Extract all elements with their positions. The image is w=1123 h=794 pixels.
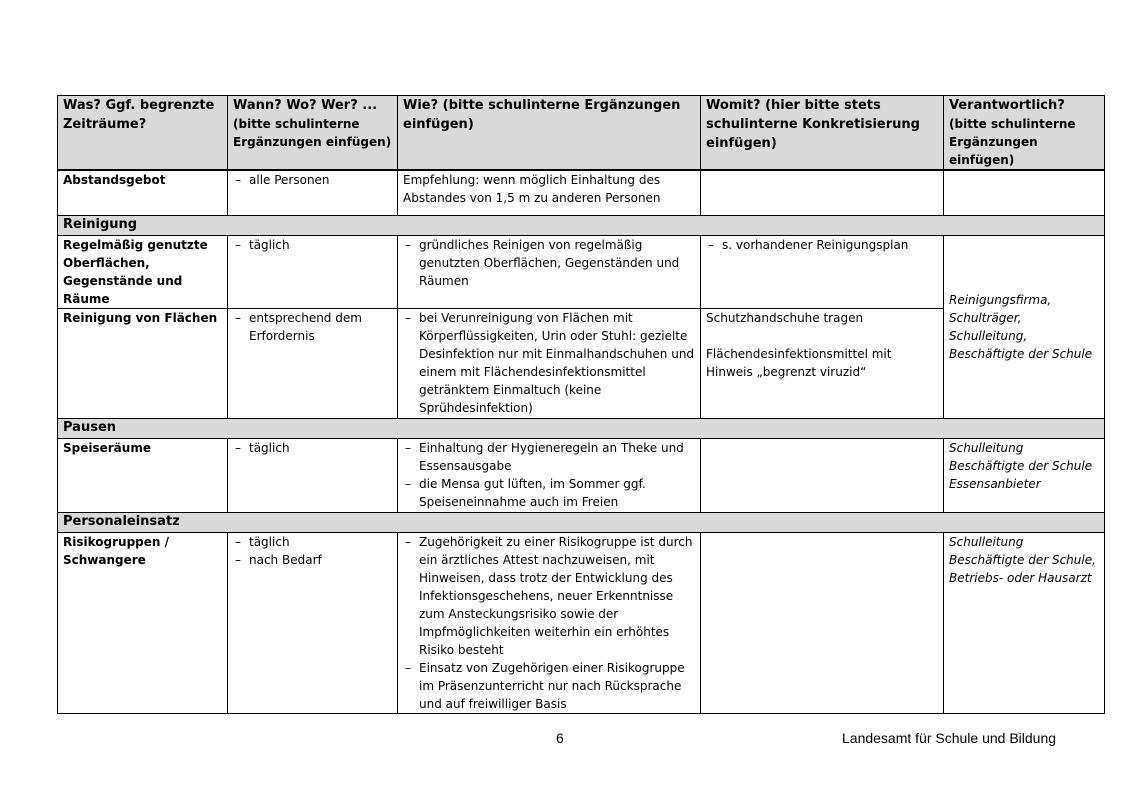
responsible-item: Reinigungsfirma, <box>949 292 1052 307</box>
table-row-risiko <box>58 532 1105 713</box>
list-item: – alle Personen <box>233 171 392 189</box>
row-label-flaechen: Reinigung von Flächen <box>58 308 228 418</box>
womit-text-2: Flächendesinfektionsmittel mit Hinweis „begrenzt viruzid“ <box>706 346 892 379</box>
list-item: – s. vorhandener Reinigungsplan <box>706 236 938 254</box>
row-label-speise: Speiseräume <box>58 438 228 512</box>
responsible-item: Schulleitung, <box>949 328 1028 343</box>
responsible-item: Beschäftigte der Schule <box>949 346 1093 361</box>
header-verantwortlich-text: Verantwortlich? <box>949 98 1065 113</box>
cell-wie-speise <box>398 438 701 512</box>
table-header-row <box>58 96 1105 171</box>
hygiene-plan-table <box>57 95 1105 714</box>
cell-womit-speise <box>701 438 944 512</box>
cell-wann-flaechen <box>228 308 398 418</box>
cell-wann-speise <box>228 438 398 512</box>
list-item: – gründliches Reinigen von regelmäßig genutzten Oberflächen, Gegenständen und Räumen <box>403 236 695 290</box>
list-item: – täglich <box>233 236 392 254</box>
list-item: – entsprechend dem Erfordernis <box>233 309 392 345</box>
header-was <box>58 96 228 171</box>
section-title-pausen: Pausen <box>58 418 1105 438</box>
list-item: – bei Verunreinigung von Flächen mit Körperflüssigkeiten, Urin oder Stuhl: gezielte Desinfektion nur mit Einmalhandschuhen und einem mit Flächendesinfektionsmittel getränktem Einmaltuch (keine Sprühdesinfektion) <box>403 309 695 417</box>
table-row-regelmaessig <box>58 235 1105 308</box>
page-number: 6 <box>556 730 564 746</box>
cell-wann-regelmaessig <box>228 235 398 308</box>
responsible-item: Betriebs- oder Hausarzt <box>949 570 1092 585</box>
cell-wie-abstand: Empfehlung: wenn möglich Einhaltung des Abstandes von 1,5 m zu anderen Personen <box>398 170 701 215</box>
list-item: – Zugehörigkeit zu einer Risikogruppe ist durch ein ärztliches Attest nachzuweisen, mit Hinweisen, dass trotz der Entwicklung des Infektionsgeschehens, neuer Erkenntnisse zum Ansteckungsrisiko sowie der Impfmöglichkeiten weiterhin ein erhöhtes Risiko besteht <box>403 533 695 659</box>
header-wann-text: Wann? Wo? Wer? ... <box>233 98 378 113</box>
row-label-abstand: Abstandsgebot <box>58 170 228 215</box>
responsible-item: Beschäftigte der Schule <box>949 458 1093 473</box>
cell-womit-regelmaessig <box>701 235 944 308</box>
section-row-personaleinsatz <box>58 512 1105 532</box>
section-title-personaleinsatz: Personaleinsatz <box>58 512 1105 532</box>
cell-wie-regelmaessig <box>398 235 701 308</box>
list-item: – Einsatz von Zugehörigen einer Risikogruppe im Präsenzunterricht nur nach Rücksprache und auf freiwilliger Basis <box>403 659 695 713</box>
header-wann-subtext: (bitte schulinterne Ergänzungen einfügen) <box>233 117 392 149</box>
header-womit-text: Womit? (hier bitte stets schulinterne Konkretisierung einfügen) <box>706 98 920 151</box>
row-label-regelmaessig: Regelmäßig genutzte Oberflächen, Gegenstände und Räume <box>58 235 228 308</box>
list-item: – nach Bedarf <box>233 551 392 569</box>
header-womit <box>701 96 944 171</box>
cell-womit-risiko <box>701 532 944 713</box>
cell-verantwortlich-reinigung <box>944 235 1105 418</box>
section-title-reinigung: Reinigung <box>58 215 1105 235</box>
table-row-speise <box>58 438 1105 512</box>
header-verantwortlich-subtext: (bitte schulinterne Ergänzungen einfügen) <box>949 117 1076 167</box>
list-item: – Einhaltung der Hygieneregeln an Theke und Essensausgabe <box>403 439 695 475</box>
header-wie-text: Wie? (bitte schulinterne Ergänzungen einfügen) <box>403 98 681 132</box>
footer-organization: Landesamt für Schule und Bildung <box>842 730 1057 746</box>
spacer <box>706 327 938 345</box>
responsible-item: Schulleitung <box>949 534 1024 549</box>
cell-wann-abstand <box>228 170 398 215</box>
responsible-item: Schulträger, <box>949 310 1022 325</box>
womit-text-1: Schutzhandschuhe tragen <box>706 310 864 325</box>
list-item: – die Mensa gut lüften, im Sommer ggf. Speiseneinnahme auch im Freien <box>403 475 695 511</box>
table-row-abstand <box>58 170 1105 215</box>
cell-womit-abstand <box>701 170 944 215</box>
list-item: – täglich <box>233 439 392 457</box>
cell-verantwortlich-risiko <box>944 532 1105 713</box>
cell-verantwortlich-abstand <box>944 170 1105 215</box>
cell-verantwortlich-speise <box>944 438 1105 512</box>
header-was-text: Was? Ggf. begrenzte Zeiträume? <box>63 98 215 132</box>
list-item: – täglich <box>233 533 392 551</box>
header-wie <box>398 96 701 171</box>
cell-wie-flaechen <box>398 308 701 418</box>
responsible-item: Schulleitung <box>949 440 1024 455</box>
cell-wie-risiko <box>398 532 701 713</box>
header-wann <box>228 96 398 171</box>
cell-wann-risiko <box>228 532 398 713</box>
header-verantwortlich <box>944 96 1105 171</box>
section-row-reinigung <box>58 215 1105 235</box>
section-row-pausen <box>58 418 1105 438</box>
row-label-risiko: Risikogruppen / Schwangere <box>58 532 228 713</box>
cell-womit-flaechen <box>701 308 944 418</box>
responsible-item: Essensanbieter <box>949 476 1041 491</box>
responsible-item: Beschäftigte der Schule, <box>949 552 1096 567</box>
